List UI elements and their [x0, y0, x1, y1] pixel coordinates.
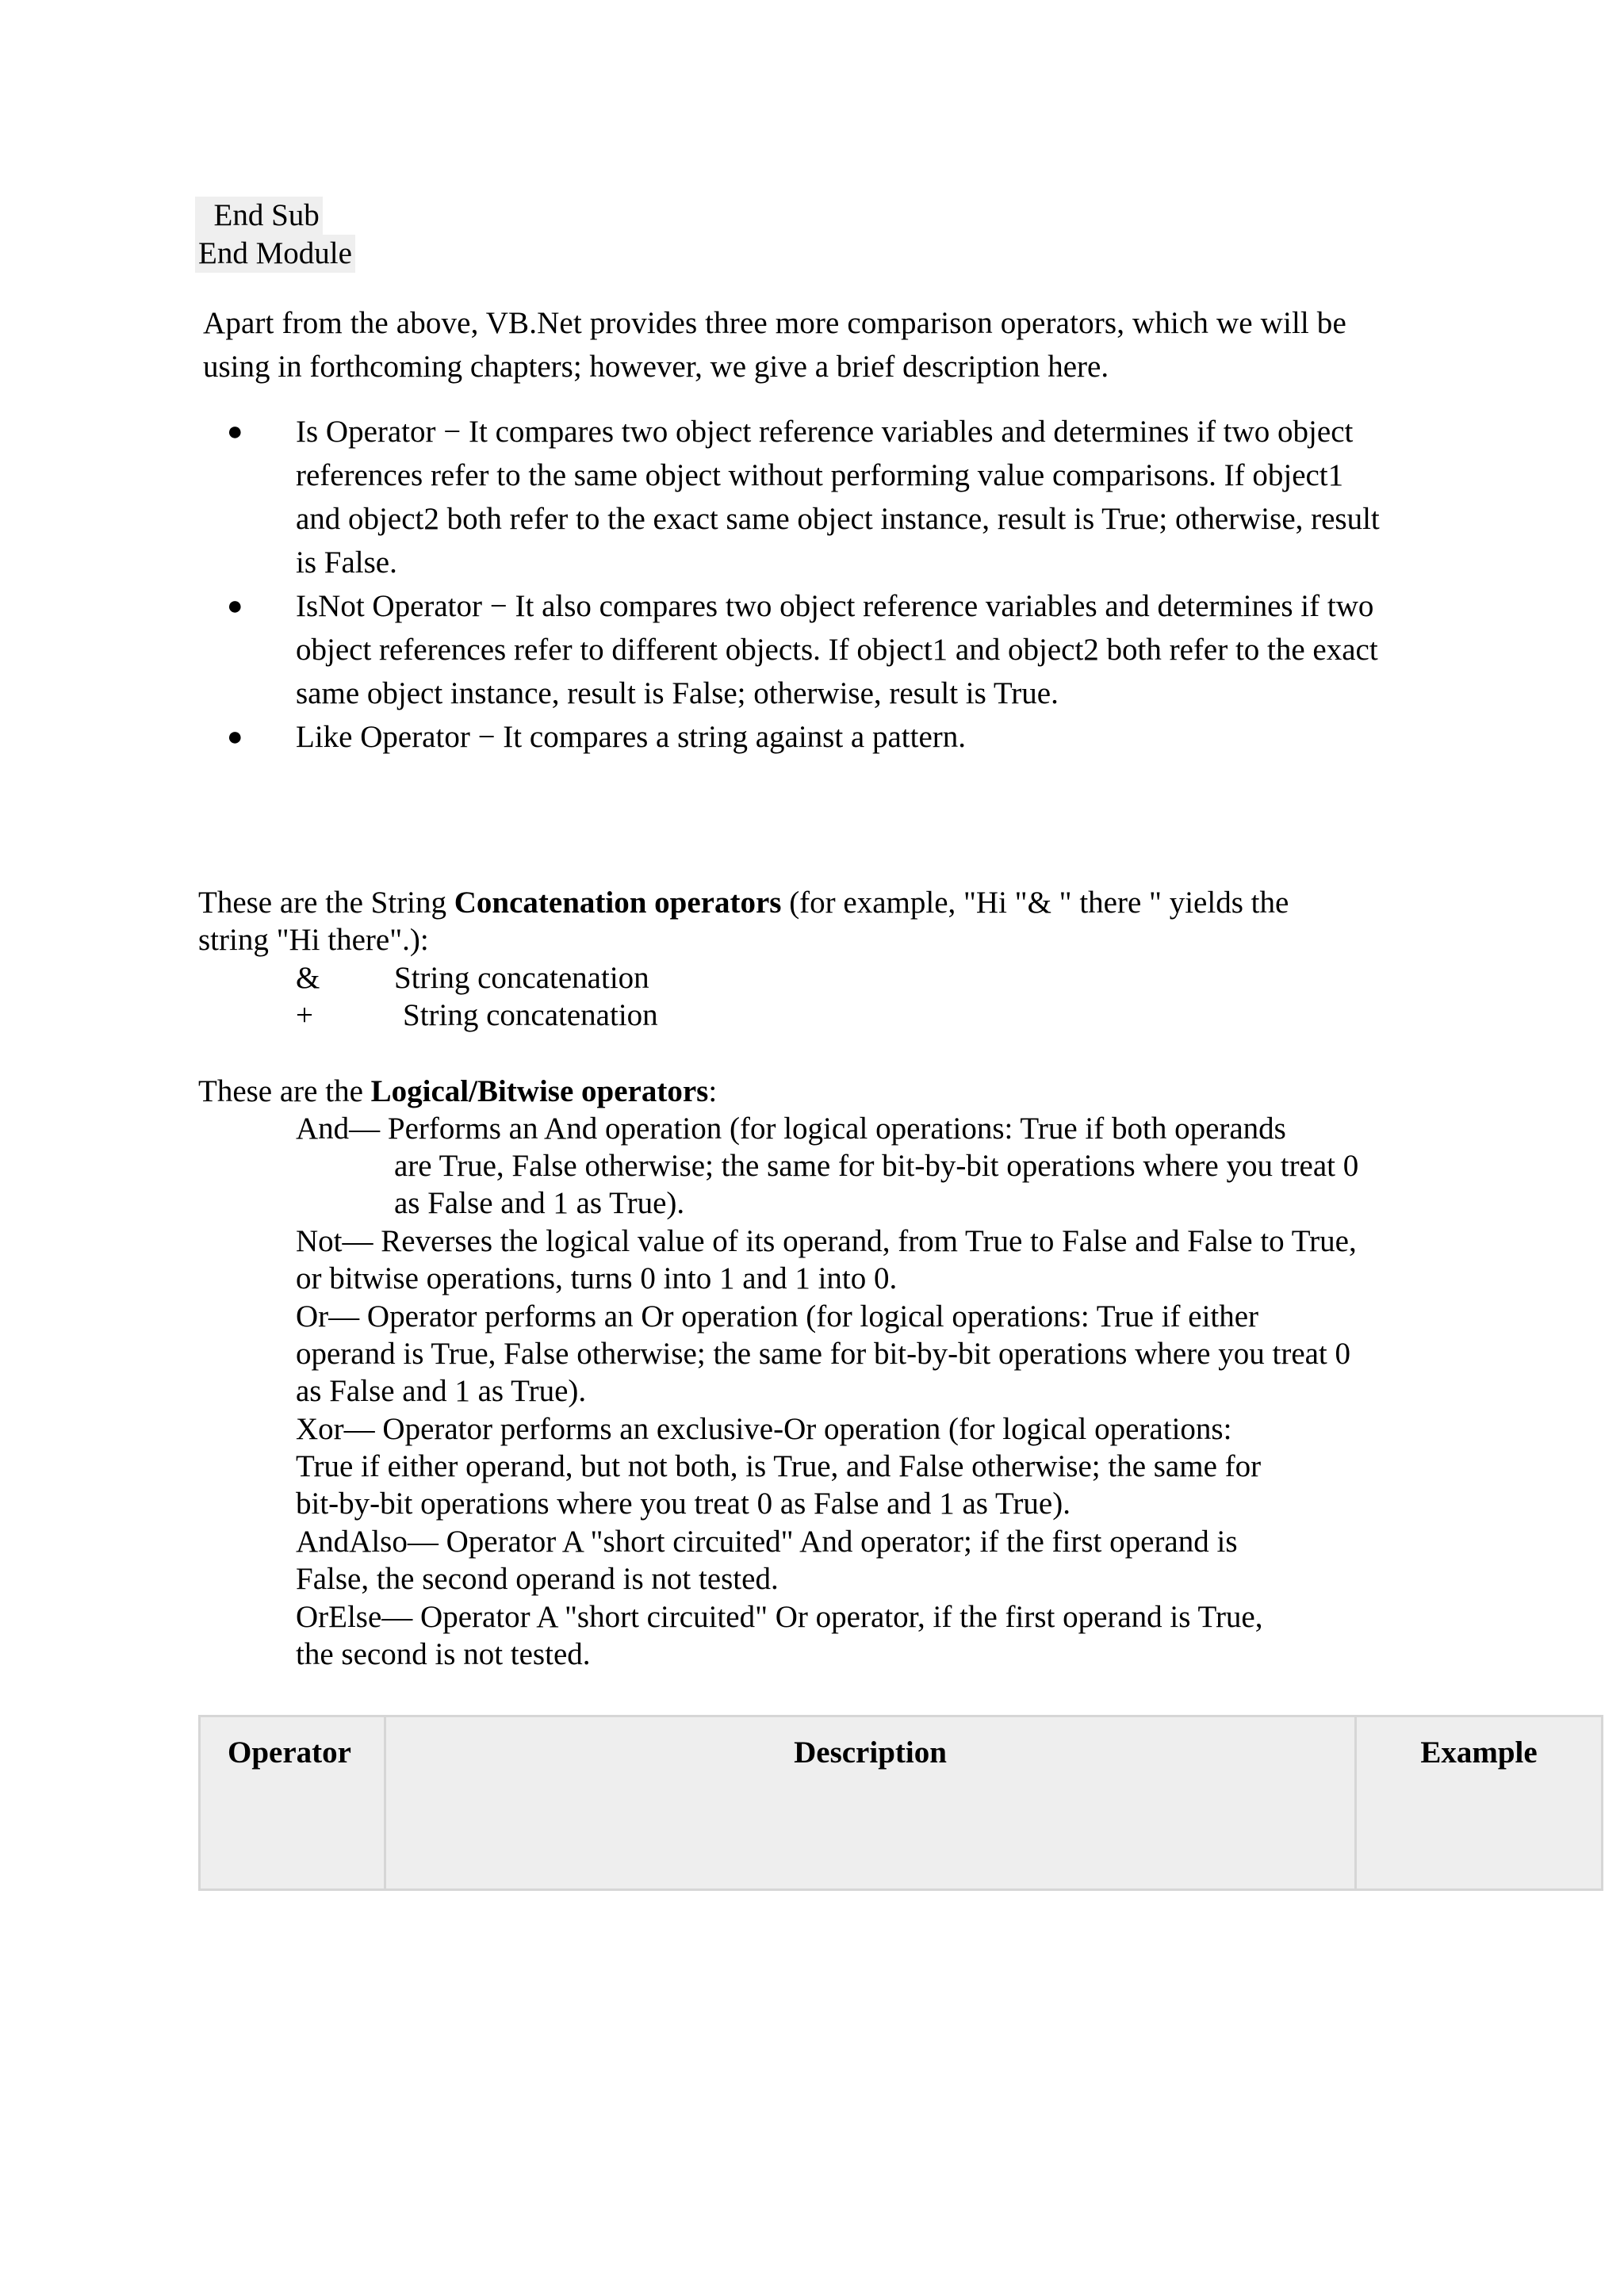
table-header-operator: Operator	[201, 1717, 386, 1888]
logical-line: bit-by-bit operations where you treat 0 as False and 1 as True).	[296, 1487, 1071, 1521]
concat-lead: These are the String Concatenation operators (for example, "Hi "& " there " yields the	[198, 886, 1289, 920]
concat-line-2: string "Hi there".):	[198, 923, 429, 957]
bullet-1-line-3: and object2 both refer to the exact same object instance, result is True; otherwise, result	[296, 502, 1380, 536]
logical-line: Or— Operator performs an Or operation (for logical operations: True if either	[296, 1299, 1259, 1334]
bullet-dot-1: ●	[227, 417, 243, 446]
logical-line: OrElse— Operator A "short circuited" Or operator, if the first operand is True,	[296, 1600, 1263, 1634]
bullet-2-line-1: IsNot Operator − It also compares two object reference variables and determines if two	[296, 589, 1374, 623]
logical-line: True if either operand, but not both, is True, and False otherwise; the same for	[296, 1449, 1262, 1483]
bullet-dot-3: ●	[227, 722, 243, 752]
logical-line: Not— Reverses the logical value of its operand, from True to False and False to True,	[296, 1224, 1357, 1258]
bullet-1-line-4: is False.	[296, 545, 397, 580]
logical-line: operand is True, False otherwise; the same for bit-by-bit operations where you treat 0	[296, 1337, 1351, 1371]
bullet-1-line-1: Is Operator − It compares two object reference variables and determines if two object	[296, 415, 1354, 449]
intro-line-2: using in forthcoming chapters; however, we give a brief description here.	[203, 350, 1109, 384]
logical-lead-bold: Logical/Bitwise operators	[370, 1074, 709, 1108]
logical-line: the second is not tested.	[296, 1637, 591, 1671]
logical-line: And— Performs an And operation (for logical operations: True if both operands	[296, 1112, 1286, 1146]
table-header-description: Description	[386, 1717, 1357, 1888]
concat-lead-bold: Concatenation operators	[454, 886, 782, 920]
code-line-end-module: End Module	[195, 235, 355, 273]
logical-line: or bitwise operations, turns 0 into 1 and 1 into 0.	[296, 1261, 898, 1295]
bullet-2-line-3: same object instance, result is False; otherwise, result is True.	[296, 676, 1059, 710]
operators-table	[198, 1715, 1603, 1891]
intro-line-1: Apart from the above, VB.Net provides three more comparison operators, which we will be	[203, 306, 1346, 340]
logical-line: as False and 1 as True).	[296, 1374, 587, 1408]
bullet-dot-2: ●	[227, 591, 243, 621]
concat-op-2-symbol: +	[296, 998, 313, 1032]
bullet-1-line-2: references refer to the same object without performing value comparisons. If object1	[296, 458, 1344, 492]
logical-line: AndAlso— Operator A "short circuited" And operator; if the first operand is	[296, 1525, 1238, 1559]
concat-op-1-symbol: &	[296, 961, 320, 995]
bullet-3-line-1: Like Operator − It compares a string against a pattern.	[296, 720, 967, 754]
code-line-end-sub: End Sub	[195, 197, 323, 235]
bullet-2-line-2: object references refer to different objects. If object1 and object2 both refer to the exact	[296, 633, 1378, 667]
concat-op-1-desc: String concatenation	[394, 961, 649, 995]
logical-line: are True, False otherwise; the same for bit-by-bit operations where you treat 0	[394, 1149, 1359, 1183]
table-header-example: Example	[1420, 1735, 1538, 1770]
logical-line: Xor— Operator performs an exclusive-Or operation (for logical operations:	[296, 1412, 1232, 1446]
concat-op-2-desc: String concatenation	[403, 998, 658, 1032]
logical-line: False, the second operand is not tested.	[296, 1562, 779, 1596]
logical-line: as False and 1 as True).	[394, 1186, 685, 1220]
logical-lead: These are the Logical/Bitwise operators:	[198, 1074, 718, 1108]
